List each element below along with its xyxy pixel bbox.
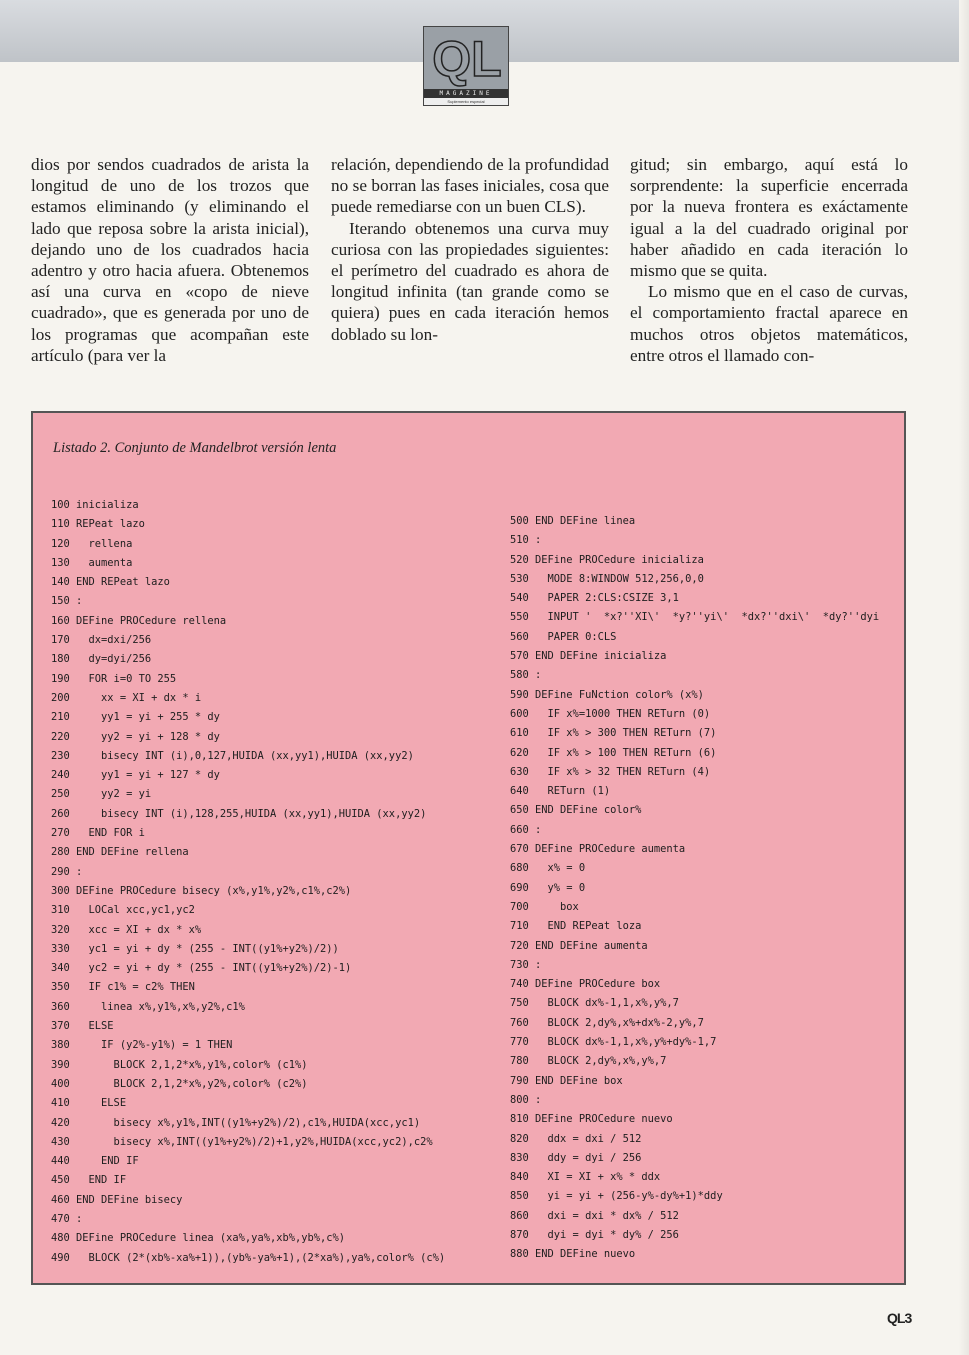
code-line: 770 BLOCK dx%-1,1,x%,y%+dy%-1,7 — [510, 1036, 717, 1049]
code-line: 580 : — [510, 669, 542, 682]
code-line: 210 yy1 = yi + 255 * dy — [51, 711, 220, 724]
code-line: 760 BLOCK 2,dy%,x%+dx%-2,y%,7 — [510, 1016, 704, 1029]
code-line: 310 LOCal xcc,yc1,yc2 — [51, 904, 195, 917]
code-line: 650 END DEFine color% — [510, 804, 642, 817]
code-line: 790 END DEFine box — [510, 1074, 623, 1087]
code-line: 670 DEFine PROCedure aumenta — [510, 843, 686, 856]
code-line: 280 END DEFine rellena — [51, 846, 189, 859]
code-line: 160 DEFine PROCedure rellena — [51, 614, 227, 627]
listing-title: Listado 2. Conjunto de Mandelbrot versión lenta — [53, 440, 337, 456]
code-line: 690 y% = 0 — [510, 881, 586, 894]
code-line: 270 END FOR i — [51, 827, 145, 840]
logo-letters: QL — [432, 31, 502, 87]
code-line: 400 BLOCK 2,1,2*x%,y2%,color% (c2%) — [51, 1077, 308, 1090]
code-line: 240 yy1 = yi + 127 * dy — [51, 769, 220, 782]
code-line: 510 : — [510, 534, 542, 547]
code-line: 550 INPUT ' *x?''XI\' *y?''yi\' *dx?''dxi\' *dy?''dyi — [510, 611, 880, 624]
code-line: 150 : — [51, 595, 83, 608]
article-column-2 — [331, 154, 609, 345]
paragraph: relación, dependiendo de la profundidad no se borran las fases iniciales, cosa que puede remediarse con un buen CLS). — [331, 155, 609, 217]
code-line: 190 FOR i=0 TO 255 — [51, 672, 177, 685]
code-line: 610 IF x% > 300 THEN RETurn (7) — [510, 727, 717, 740]
code-line: 490 BLOCK (2*(xb%-xa%+1)),(yb%-ya%+1),(2*xa%),ya%,color% (c%) — [51, 1251, 446, 1264]
article-column-3 — [630, 154, 908, 366]
code-line: 640 RETurn (1) — [510, 785, 611, 798]
code-line: 590 DEFine FuNction color% (x%) — [510, 688, 704, 701]
code-line: 420 bisecy x%,y1%,INT((y1%+y2%)/2),c1%,HUIDA(xcc,yc1) — [51, 1116, 421, 1129]
code-listing-box — [31, 411, 906, 1285]
code-line: 390 BLOCK 2,1,2*x%,y1%,color% (c1%) — [51, 1058, 308, 1071]
code-line: 860 dxi = dxi * dx% / 512 — [510, 1209, 679, 1222]
code-line: 460 END DEFine bisecy — [51, 1193, 183, 1206]
code-line: 340 yc2 = yi + dy * (255 - INT((y1%+y2%)/2)-1) — [51, 962, 352, 975]
code-line: 380 IF (y2%-y1%) = 1 THEN — [51, 1039, 233, 1052]
code-line: 620 IF x% > 100 THEN RETurn (6) — [510, 746, 717, 759]
code-line: 870 dyi = dyi * dy% / 256 — [510, 1228, 679, 1241]
code-line: 810 DEFine PROCedure nuevo — [510, 1113, 673, 1126]
code-line: 660 : — [510, 823, 542, 836]
code-line: 180 dy=dyi/256 — [51, 653, 152, 666]
code-line: 220 yy2 = yi + 128 * dy — [51, 730, 220, 743]
article-column-1 — [31, 154, 309, 366]
logo-band-text: MAGAZINE — [424, 89, 508, 98]
code-line: 630 IF x% > 32 THEN RETurn (4) — [510, 765, 711, 778]
code-line: 250 yy2 = yi — [51, 788, 152, 801]
code-line: 700 box — [510, 900, 579, 913]
code-line: 140 END REPeat lazo — [51, 576, 170, 589]
paragraph: Iterando obtenemos una curva muy curiosa con las propiedades siguientes: el perímetro del cuadrado es ahora de longitud infinita (tan grande como se quiera) pues en cada iteración hemos doblado su lon- — [331, 218, 609, 344]
code-line: 800 : — [510, 1093, 542, 1106]
paragraph: gitud; sin embargo, aquí está lo sorprendente: la superficie encerrada por la nueva frontera es exáctamente igual a la del cuadrado original por haber añadido en cada iteración lo mismo que se quita. — [630, 155, 908, 281]
paragraph: dios por sendos cuadrados de arista la longitud de uno de los trozos que estamos eliminando (y eliminando el lado que reposa sobre la arista inicial), dejando uno de los cuadrados hacia adentro y otro hacia afuera. Obtenemos así una curva en «copo de nieve cuadrado», que es generada por uno de los programas que acompañan este artículo (para ver la — [31, 155, 309, 365]
code-line: 130 aumenta — [51, 556, 133, 569]
code-line: 850 yi = yi + (256-y%-dy%+1)*ddy — [510, 1190, 723, 1203]
code-line: 300 DEFine PROCedure bisecy (x%,y1%,y2%,c1%,c2%) — [51, 884, 352, 897]
code-line: 820 ddx = dxi / 512 — [510, 1132, 642, 1145]
code-line: 680 x% = 0 — [510, 862, 586, 875]
code-line: 360 linea x%,y1%,x%,y2%,c1% — [51, 1000, 245, 1013]
code-line: 440 END IF — [51, 1155, 139, 1168]
code-line: 570 END DEFine inicializa — [510, 650, 667, 663]
code-line: 880 END DEFine nuevo — [510, 1248, 636, 1261]
code-line: 100 inicializa — [51, 499, 139, 511]
code-line: 740 DEFine PROCedure box — [510, 978, 661, 991]
code-line: 730 : — [510, 958, 542, 971]
code-line: 170 dx=dxi/256 — [51, 634, 152, 647]
magazine-logo — [423, 26, 509, 106]
code-line: 260 bisecy INT (i),128,255,HUIDA (xx,yy1),HUIDA (xx,yy2) — [51, 807, 427, 820]
code-line: 470 : — [51, 1212, 83, 1225]
code-line: 780 BLOCK 2,dy%,x%,y%,7 — [510, 1055, 667, 1068]
code-line: 540 PAPER 2:CLS:CSIZE 3,1 — [510, 592, 679, 605]
code-line: 830 ddy = dyi / 256 — [510, 1151, 642, 1164]
code-line: 520 DEFine PROCedure inicializa — [510, 553, 704, 566]
code-line: 200 xx = XI + dx * i — [51, 691, 202, 704]
code-line: 430 bisecy x%,INT((y1%+y2%)/2)+1,y2%,HUIDA(xcc,yc2),c2% — [51, 1135, 433, 1148]
code-column-left — [51, 496, 445, 1268]
code-line: 230 bisecy INT (i),0,127,HUIDA (xx,yy1),HUIDA (xx,yy2) — [51, 749, 414, 762]
code-line: 530 MODE 8:WINDOW 512,256,0,0 — [510, 572, 704, 585]
code-line: 720 END DEFine aumenta — [510, 939, 648, 952]
code-line: 330 yc1 = yi + dy * (255 - INT((y1%+y2%)/2)) — [51, 942, 339, 955]
page-number: QL3 — [887, 1310, 912, 1326]
code-line: 560 PAPER 0:CLS — [510, 630, 617, 643]
code-column-right — [510, 512, 879, 1265]
code-line: 750 BLOCK dx%-1,1,x%,y%,7 — [510, 997, 679, 1010]
code-line: 410 ELSE — [51, 1097, 127, 1110]
code-line: 370 ELSE — [51, 1020, 114, 1033]
code-line: 600 IF x%=1000 THEN RETurn (0) — [510, 707, 711, 720]
code-line: 480 DEFine PROCedure linea (xa%,ya%,xb%,yb%,c%) — [51, 1232, 346, 1245]
logo-subtitle: Suplemento especial — [424, 98, 508, 105]
code-line: 710 END REPeat loza — [510, 920, 642, 933]
page-edge — [959, 0, 969, 1355]
code-line: 840 XI = XI + x% * ddx — [510, 1171, 661, 1184]
paragraph: Lo mismo que en el caso de curvas, el comportamiento fractal aparece en muchos otros objetos matemáticos, entre otros el llamado con- — [630, 282, 908, 365]
code-line: 290 : — [51, 865, 83, 878]
code-line: 320 xcc = XI + dx * x% — [51, 923, 202, 936]
code-line: 110 REPeat lazo — [51, 518, 145, 531]
code-line: 500 END DEFine linea — [510, 515, 636, 527]
code-line: 350 IF c1% = c2% THEN — [51, 981, 195, 994]
code-line: 450 END IF — [51, 1174, 127, 1187]
code-line: 120 rellena — [51, 537, 133, 550]
